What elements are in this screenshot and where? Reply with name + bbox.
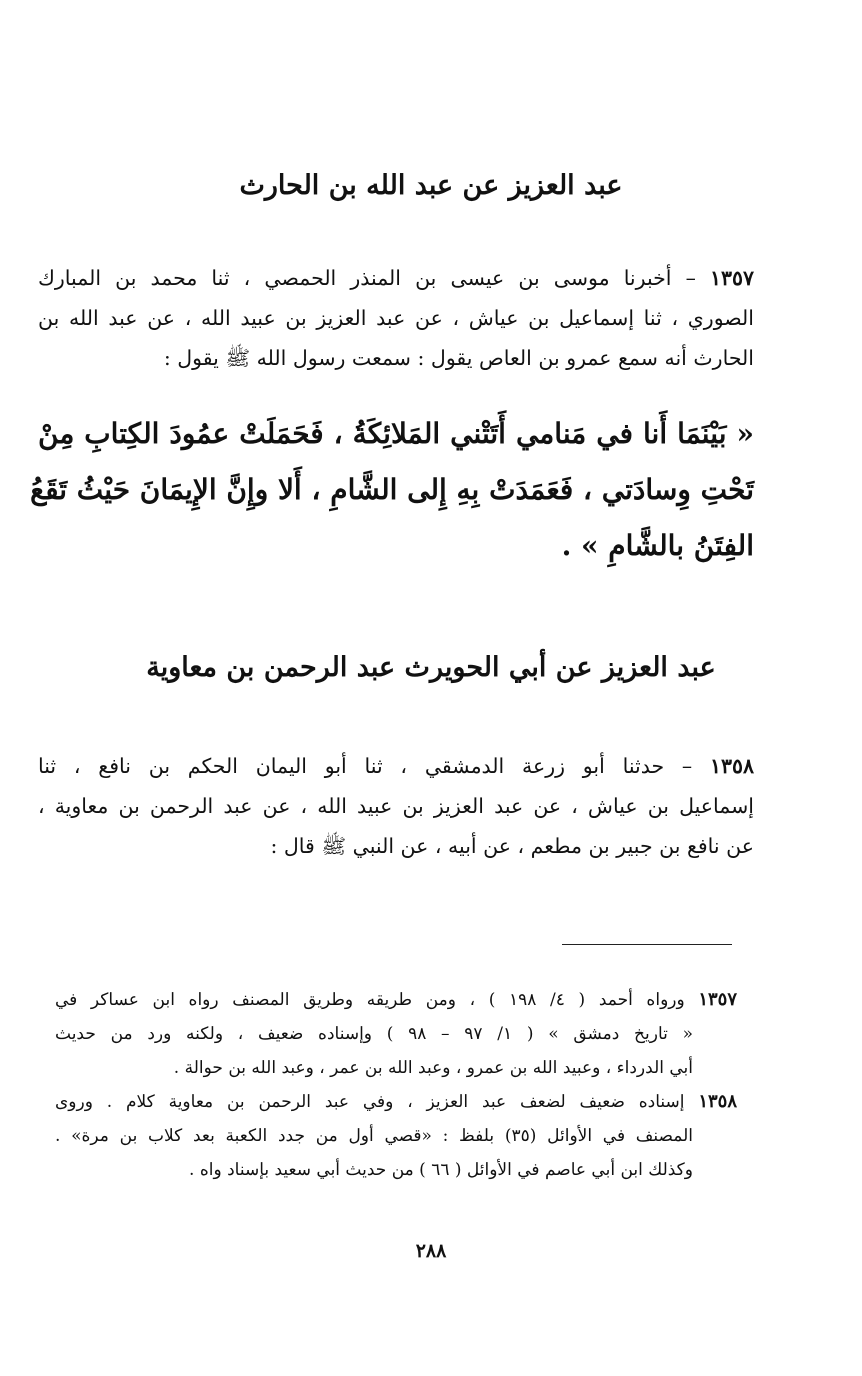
- isnad-line: إسماعيل بن عياش ، عن عبد العزيز بن عبيد الله ، عن عبد الرحمن بن معاوية ،: [38, 794, 754, 818]
- isnad-line: الحارث أنه سمع عمرو بن العاص يقول : سمعت رسول الله ﷺ يقول :: [163, 346, 754, 370]
- footnote-number: ١٣٥٨: [698, 1091, 738, 1112]
- footnote-line: المصنف في الأوائل (٣٥) بلفظ : «قصي أول من جدد الكعبة بعد كلاب بن مرة» .: [55, 1126, 693, 1146]
- section-heading-2: عبد العزيز عن أبي الحويرث عبد الرحمن بن معاوية: [146, 652, 716, 683]
- footnote-line: ١٣٥٨ إسناده ضعيف لضعف عبد العزيز ، وفي عبد الرحمن بن معاوية كلام . وروى: [55, 1091, 738, 1112]
- section-heading-1: عبد العزيز عن عبد الله بن الحارث: [239, 170, 623, 201]
- footnote-line: وكذلك ابن أبي عاصم في الأوائل ( ٦٦ ) من حديث أبي سعيد بإسناد واه .: [189, 1160, 693, 1180]
- hadith-number: ١٣٥٨: [709, 754, 754, 778]
- footnote-line: « تاريخ دمشق » ( ١/ ٩٧ – ٩٨ ) وإسناده ضعيف ، ولكنه ورد من حديث: [55, 1024, 693, 1044]
- footnotes: [55, 983, 737, 1187]
- hadith-1357-isnad: [38, 258, 754, 378]
- footnote-divider: [562, 944, 732, 945]
- isnad-line: عن نافع بن جبير بن مطعم ، عن أبيه ، عن النبي ﷺ قال :: [270, 834, 754, 858]
- matn-line: « بَيْنَمَا أَنا في مَنامي أَتَتْني المَلائِكَةُ ، فَحَمَلَتْ عمُودَ الكِتابِ مِنْ: [38, 417, 754, 450]
- hadith-1358-isnad: [38, 746, 754, 866]
- footnote-number: ١٣٥٧: [698, 989, 738, 1010]
- footnote-line: ١٣٥٧ ورواه أحمد ( ٤/ ١٩٨ ) ، ومن طريقه وطريق المصنف رواه ابن عساكر في: [55, 989, 738, 1010]
- matn-line: تَحْتِ وِسادَتي ، فَعَمَدَتْ بِهِ إِلى الشَّامِ ، أَلا وإِنَّ الإِيمَانَ حَيْثُ تَقَعُ: [30, 473, 754, 506]
- isnad-line: ١٣٥٨ – حدثنا أبو زرعة الدمشقي ، ثنا أبو اليمان الحكم بن نافع ، ثنا: [38, 754, 754, 778]
- page-number: ٢٨٨: [415, 1240, 447, 1262]
- isnad-line: الصوري ، ثنا إسماعيل بن عياش ، عن عبد العزيز بن عبيد الله ، عن عبد الله بن: [38, 306, 754, 330]
- isnad-line: ١٣٥٧ – أخبرنا موسى بن عيسى بن المنذر الحمصي ، ثنا محمد بن المبارك: [38, 266, 754, 290]
- footnote-line: أبي الدرداء ، وعبيد الله بن عمرو ، وعبد الله بن عمر ، وعبد الله بن حوالة .: [173, 1058, 693, 1078]
- hadith-1357-matn: [30, 406, 754, 574]
- hadith-number: ١٣٥٧: [709, 266, 754, 290]
- matn-line: الفِتَنُ بالشَّامِ » .: [561, 529, 754, 562]
